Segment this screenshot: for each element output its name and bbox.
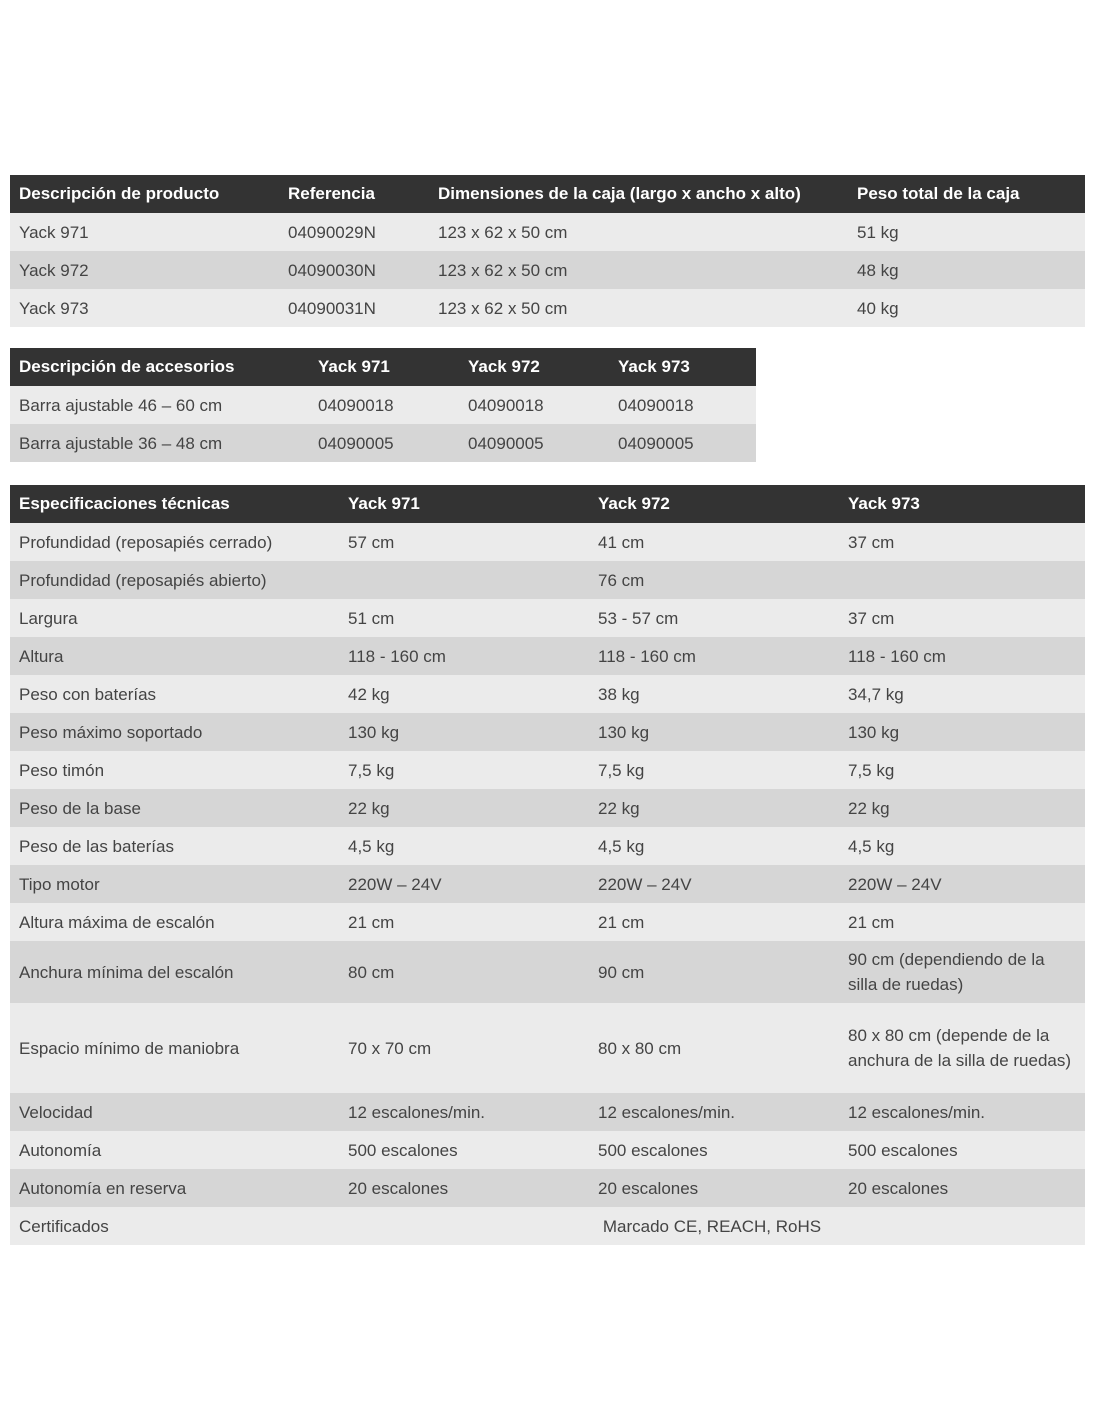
accessory-header-cell: Yack 972 (459, 348, 609, 386)
spec-cell: 34,7 kg (839, 675, 1085, 713)
spec-cell: 38 kg (589, 675, 839, 713)
spec-cell (839, 561, 1085, 599)
spec-cell: 500 escalones (589, 1131, 839, 1169)
spec-cell: 76 cm (589, 561, 839, 599)
spec-cell: 130 kg (339, 713, 589, 751)
spec-row (10, 1169, 1085, 1207)
spec-row (10, 1003, 1085, 1093)
spec-cell: Autonomía en reserva (10, 1169, 339, 1207)
spec-cell: 12 escalones/min. (339, 1093, 589, 1131)
accessory-cell: 04090018 (609, 386, 756, 424)
spec-cell: Peso timón (10, 751, 339, 789)
certificates-row (10, 1207, 1085, 1245)
spec-cell: 220W – 24V (839, 865, 1085, 903)
product-cell: 04090031N (279, 289, 429, 327)
spec-cell: 22 kg (839, 789, 1085, 827)
accessory-cell: Barra ajustable 36 – 48 cm (10, 424, 309, 462)
accessory-cell: 04090018 (309, 386, 459, 424)
spec-row (10, 865, 1085, 903)
product-header-cell: Referencia (279, 175, 429, 213)
spec-cell: 4,5 kg (839, 827, 1085, 865)
spec-cell: Altura (10, 637, 339, 675)
spec-cell: Velocidad (10, 1093, 339, 1131)
spec-cell: 90 cm (dependiendo de la silla de ruedas) (839, 941, 1085, 1003)
spec-cell: Peso de la base (10, 789, 339, 827)
spec-header-cell: Yack 972 (589, 485, 839, 523)
product-cell: 51 kg (848, 213, 1085, 251)
accessories-table-header (10, 348, 756, 386)
accessory-header-cell: Yack 973 (609, 348, 756, 386)
spec-cell: Peso máximo soportado (10, 713, 339, 751)
spec-cell: 500 escalones (339, 1131, 589, 1169)
spec-cell: 22 kg (339, 789, 589, 827)
spec-cell: 20 escalones (339, 1169, 589, 1207)
specs-table-header (10, 485, 1085, 523)
spec-row (10, 675, 1085, 713)
spec-row (10, 1093, 1085, 1131)
spec-cell: 22 kg (589, 789, 839, 827)
spec-cell: 7,5 kg (589, 751, 839, 789)
spec-row (10, 789, 1085, 827)
accessory-row (10, 386, 756, 424)
spec-cell: Profundidad (reposapiés abierto) (10, 561, 339, 599)
spec-cell: Peso de las baterías (10, 827, 339, 865)
spec-row (10, 827, 1085, 865)
certificates-label: Certificados (10, 1207, 339, 1245)
spec-cell: 500 escalones (839, 1131, 1085, 1169)
product-row (10, 289, 1085, 327)
accessory-cell: 04090005 (309, 424, 459, 462)
spec-row (10, 1131, 1085, 1169)
product-cell: 123 x 62 x 50 cm (429, 251, 848, 289)
spec-row (10, 713, 1085, 751)
spec-cell (339, 561, 589, 599)
spec-cell: 41 cm (589, 523, 839, 561)
spec-cell: 220W – 24V (339, 865, 589, 903)
product-cell: 04090029N (279, 213, 429, 251)
spec-cell: 4,5 kg (339, 827, 589, 865)
product-table (10, 175, 1085, 327)
spec-cell: 21 cm (339, 903, 589, 941)
spec-row (10, 903, 1085, 941)
product-cell: 04090030N (279, 251, 429, 289)
spec-cell: 37 cm (839, 523, 1085, 561)
spec-cell: 20 escalones (839, 1169, 1085, 1207)
product-cell: 123 x 62 x 50 cm (429, 213, 848, 251)
spec-cell: Autonomía (10, 1131, 339, 1169)
spec-row (10, 599, 1085, 637)
spec-cell: 130 kg (589, 713, 839, 751)
accessory-row (10, 424, 756, 462)
product-header-cell: Peso total de la caja (848, 175, 1085, 213)
spec-cell: 118 - 160 cm (339, 637, 589, 675)
spec-cell: Anchura mínima del escalón (10, 941, 339, 1003)
spec-cell: 42 kg (339, 675, 589, 713)
spec-cell: Tipo motor (10, 865, 339, 903)
spec-cell: 118 - 160 cm (589, 637, 839, 675)
spec-cell: 12 escalones/min. (589, 1093, 839, 1131)
spec-cell: Espacio mínimo de maniobra (10, 1003, 339, 1093)
spec-cell: 220W – 24V (589, 865, 839, 903)
spec-row (10, 637, 1085, 675)
spec-cell: 57 cm (339, 523, 589, 561)
spec-cell: Profundidad (reposapiés cerrado) (10, 523, 339, 561)
product-header-cell: Dimensiones de la caja (largo x ancho x alto) (429, 175, 848, 213)
spec-header-cell: Yack 973 (839, 485, 1085, 523)
spec-row (10, 751, 1085, 789)
accessory-header-cell: Descripción de accesorios (10, 348, 309, 386)
spec-cell: 51 cm (339, 599, 589, 637)
accessory-header-cell: Yack 971 (309, 348, 459, 386)
product-row (10, 213, 1085, 251)
spec-cell: 21 cm (839, 903, 1085, 941)
spec-cell: 80 x 80 cm (589, 1003, 839, 1093)
spec-cell: Largura (10, 599, 339, 637)
accessory-cell: 04090018 (459, 386, 609, 424)
spec-row (10, 941, 1085, 1003)
accessory-cell: 04090005 (459, 424, 609, 462)
product-cell: Yack 972 (10, 251, 279, 289)
spec-cell: 21 cm (589, 903, 839, 941)
product-cell: Yack 971 (10, 213, 279, 251)
spec-cell: 80 cm (339, 941, 589, 1003)
product-cell: 123 x 62 x 50 cm (429, 289, 848, 327)
certificates-value: Marcado CE, REACH, RoHS (339, 1207, 1085, 1245)
accessories-table (10, 348, 756, 462)
spec-cell: 12 escalones/min. (839, 1093, 1085, 1131)
spec-cell: 37 cm (839, 599, 1085, 637)
product-cell: 40 kg (848, 289, 1085, 327)
spec-header-cell: Yack 971 (339, 485, 589, 523)
spec-cell: 7,5 kg (839, 751, 1085, 789)
spec-cell: 130 kg (839, 713, 1085, 751)
spec-cell: Peso con baterías (10, 675, 339, 713)
accessory-cell: Barra ajustable 46 – 60 cm (10, 386, 309, 424)
product-cell: 48 kg (848, 251, 1085, 289)
spec-row (10, 561, 1085, 599)
spec-cell: 53 - 57 cm (589, 599, 839, 637)
product-row (10, 251, 1085, 289)
spec-cell: 7,5 kg (339, 751, 589, 789)
spec-cell: 90 cm (589, 941, 839, 1003)
accessory-cell: 04090005 (609, 424, 756, 462)
spec-cell: Altura máxima de escalón (10, 903, 339, 941)
product-cell: Yack 973 (10, 289, 279, 327)
spec-cell: 20 escalones (589, 1169, 839, 1207)
spec-cell: 4,5 kg (589, 827, 839, 865)
product-header-cell: Descripción de producto (10, 175, 279, 213)
spec-row (10, 523, 1085, 561)
spec-cell: 70 x 70 cm (339, 1003, 589, 1093)
product-table-header (10, 175, 1085, 213)
spec-cell: 118 - 160 cm (839, 637, 1085, 675)
spec-header-cell: Especificaciones técnicas (10, 485, 339, 523)
specs-table (10, 485, 1085, 1245)
spec-cell: 80 x 80 cm (depende de la anchura de la silla de ruedas) (839, 1003, 1085, 1093)
